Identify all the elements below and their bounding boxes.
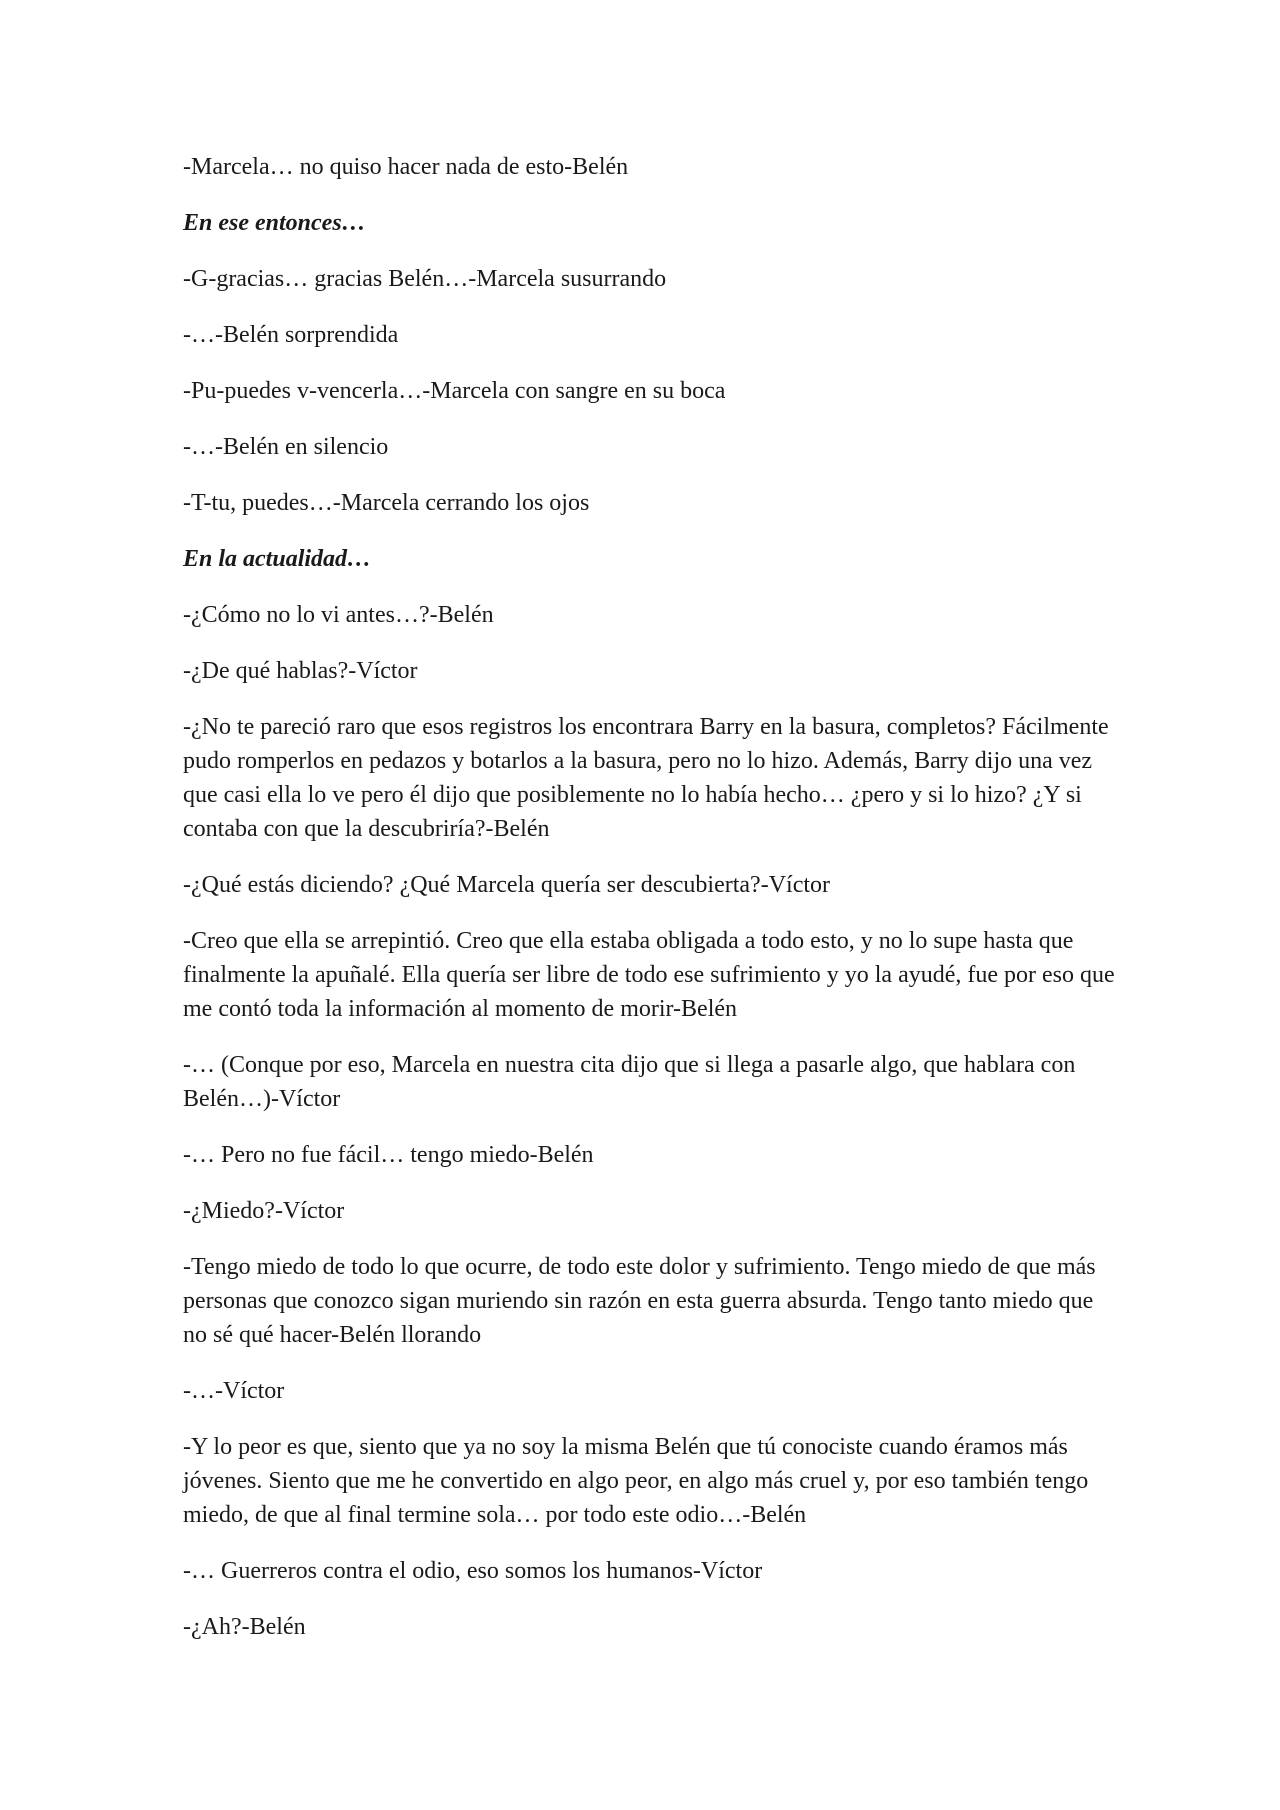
dialogue-line: -Pu-puedes v-vencerla…-Marcela con sangre en su boca — [183, 378, 726, 404]
dialogue-paragraph: -Tengo miedo de todo lo que ocurre, de todo este dolor y sufrimiento. Tengo miedo de que más personas que conozco sigan muriendo sin razón en esta guerra absurda. Tengo tanto miedo que no sé qué hacer-Belén llorando — [183, 1254, 1096, 1348]
dialogue-line: -… Guerreros contra el odio, eso somos los humanos-Víctor — [183, 1558, 763, 1584]
scene-heading: En la actualidad… — [183, 546, 372, 572]
dialogue-line: -…-Belén sorprendida — [183, 322, 399, 348]
scene-heading: En ese entonces… — [183, 210, 366, 236]
dialogue-line: -¿De qué hablas?-Víctor — [183, 658, 418, 684]
dialogue-paragraph: -Y lo peor es que, siento que ya no soy la misma Belén que tú conociste cuando éramos más jóvenes. Siento que me he convertido en algo peor, en algo más cruel y, por eso también tengo miedo, de que al final termine sola… por todo este odio…-Belén — [183, 1434, 1089, 1528]
dialogue-paragraph: -Creo que ella se arrepintió. Creo que ella estaba obligada a todo esto, y no lo supe hasta que finalmente la apuñalé. Ella quería ser libre de todo ese sufrimiento y yo la ayudé, fue por eso que me contó toda la información al momento de morir-Belén — [183, 928, 1115, 1022]
dialogue-line: -G-gracias… gracias Belén…-Marcela susurrando — [183, 266, 667, 292]
dialogue-paragraph: -¿No te pareció raro que esos registros los encontrara Barry en la basura, completos? Fácilmente pudo romperlos en pedazos y botarlos a la basura, pero no lo hizo. Además, Barry dijo una vez que casi ella lo ve pero él dijo que posiblemente no lo había hecho… ¿pero y si lo hizo? ¿Y si contaba con que la descubriría?-Belén — [183, 714, 1109, 842]
dialogue-line: -T-tu, puedes…-Marcela cerrando los ojos — [183, 490, 590, 516]
dialogue-line: -…-Belén en silencio — [183, 434, 389, 460]
dialogue-line: -¿Miedo?-Víctor — [183, 1198, 345, 1224]
dialogue-line: -¿Qué estás diciendo? ¿Qué Marcela quería ser descubierta?-Víctor — [183, 872, 831, 898]
dialogue-line: -…-Víctor — [183, 1378, 285, 1404]
dialogue-paragraph: -… (Conque por eso, Marcela en nuestra cita dijo que si llega a pasarle algo, que hablara con Belén…)-Víctor — [183, 1052, 1076, 1112]
dialogue-line: -¿Ah?-Belén — [183, 1614, 306, 1640]
dialogue-line: -¿Cómo no lo vi antes…?-Belén — [183, 602, 494, 628]
dialogue-line: -… Pero no fue fácil… tengo miedo-Belén — [183, 1142, 594, 1168]
dialogue-line: -Marcela… no quiso hacer nada de esto-Belén — [183, 154, 629, 180]
